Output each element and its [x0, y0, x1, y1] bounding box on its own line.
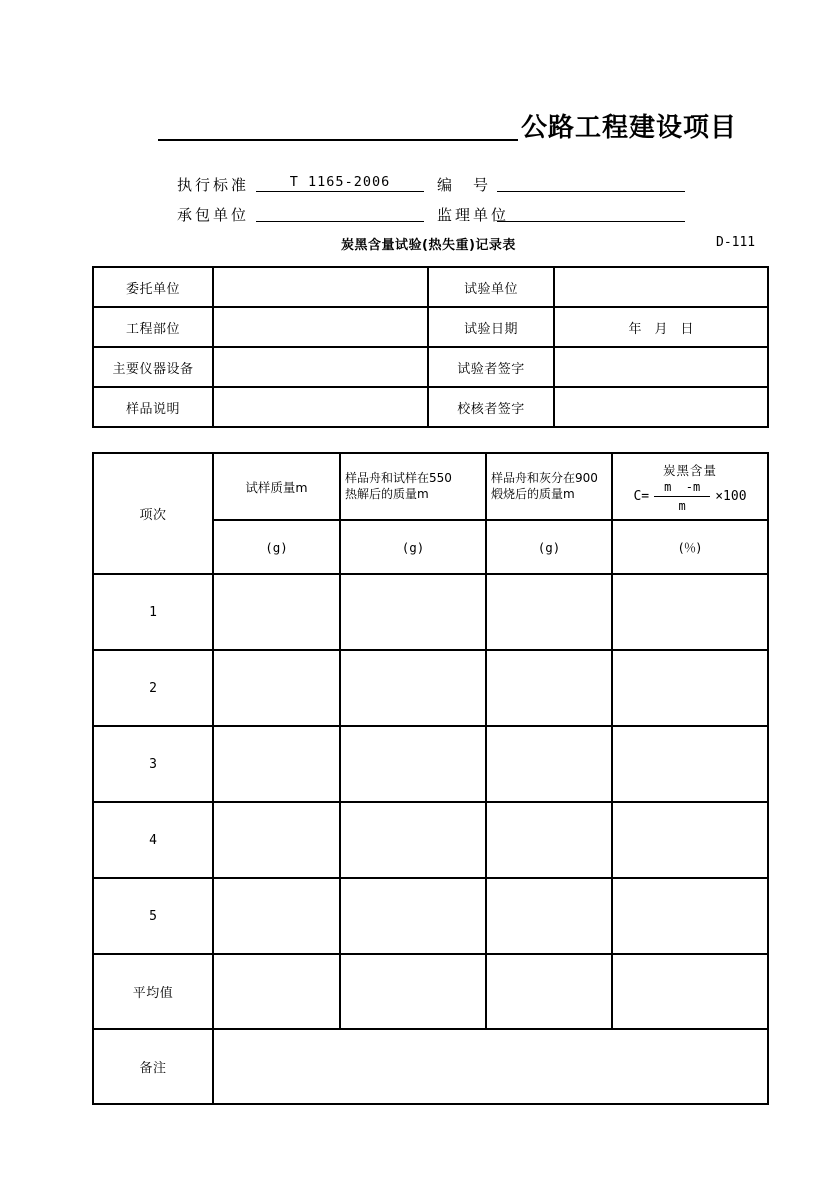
data-cell[interactable] [340, 878, 486, 954]
unit-g: (g) [486, 520, 612, 574]
formula-suffix: ×100 [715, 488, 747, 504]
data-cell[interactable] [612, 650, 768, 726]
carbon-content-formula [613, 480, 767, 513]
test-unit-value[interactable] [554, 267, 768, 307]
test-unit-label: 试验单位 [428, 267, 554, 307]
data-cell[interactable] [213, 650, 340, 726]
formula-fraction [654, 480, 710, 513]
client-unit-label: 委托单位 [93, 267, 213, 307]
data-cell[interactable] [486, 802, 612, 878]
data-cell[interactable] [340, 574, 486, 650]
info-row [93, 307, 768, 347]
table-row [93, 954, 768, 1029]
info-row [93, 347, 768, 387]
data-cell[interactable] [340, 650, 486, 726]
standard-value-field[interactable] [256, 170, 424, 192]
contractor-label: 承包单位 [177, 206, 250, 224]
formula-prefix: C= [633, 488, 650, 504]
checker-signature-value[interactable] [554, 387, 768, 427]
data-cell[interactable] [612, 878, 768, 954]
unit-percent: (％) [612, 520, 768, 574]
data-cell[interactable] [486, 726, 612, 802]
tester-signature-value[interactable] [554, 347, 768, 387]
column-header-carbon-content [612, 453, 768, 520]
row-label: 4 [93, 802, 213, 878]
data-cell[interactable] [486, 954, 612, 1029]
row-label: 1 [93, 574, 213, 650]
unit-g: (g) [213, 520, 340, 574]
standard-value: T 1165-2006 [289, 174, 391, 190]
checker-signature-label: 校核者签字 [428, 387, 554, 427]
data-cell[interactable] [486, 574, 612, 650]
row-label: 2 [93, 650, 213, 726]
form-subtitle: 炭黑含量试验(热失重)记录表 [341, 238, 516, 253]
page-title: 公路工程建设项目 [521, 113, 738, 143]
unit-g: (g) [340, 520, 486, 574]
data-cell[interactable] [213, 726, 340, 802]
info-row [93, 387, 768, 427]
data-cell[interactable] [486, 878, 612, 954]
data-cell[interactable] [612, 574, 768, 650]
test-date-value[interactable]: 年 月 日 [554, 307, 768, 347]
table-row [93, 650, 768, 726]
data-cell[interactable] [340, 954, 486, 1029]
data-cell[interactable] [612, 726, 768, 802]
project-part-label: 工程部位 [93, 307, 213, 347]
sample-description-label: 样品说明 [93, 387, 213, 427]
column-header-mass-900: 样品舟和灰分在900 煅烧后的质量m [486, 453, 612, 520]
data-cell[interactable] [612, 954, 768, 1029]
data-cell[interactable] [340, 802, 486, 878]
table-row [93, 802, 768, 878]
number-label: 编 号 [437, 176, 492, 194]
data-cell[interactable] [486, 650, 612, 726]
info-row [93, 267, 768, 307]
row-label: 3 [93, 726, 213, 802]
table-row [93, 574, 768, 650]
project-name-blank[interactable] [158, 119, 518, 141]
test-date-label: 试验日期 [428, 307, 554, 347]
data-table [92, 452, 769, 1105]
table-row [93, 726, 768, 802]
column-header-item: 项次 [93, 453, 213, 574]
remark-label: 备注 [93, 1029, 213, 1104]
data-cell[interactable] [612, 802, 768, 878]
client-unit-value[interactable] [213, 267, 428, 307]
formula-numerator: m -m [654, 480, 710, 497]
standard-label: 执行标准 [177, 176, 250, 194]
main-equipment-label: 主要仪器设备 [93, 347, 213, 387]
data-cell[interactable] [213, 954, 340, 1029]
table-row [93, 1029, 768, 1104]
supervisor-value-field[interactable] [497, 200, 685, 222]
sample-description-value[interactable] [213, 387, 428, 427]
supervisor-label: 监理单位 [437, 206, 510, 224]
data-cell[interactable] [213, 878, 340, 954]
row-label: 5 [93, 878, 213, 954]
row-label-average: 平均值 [93, 954, 213, 1029]
tester-signature-label: 试验者签字 [428, 347, 554, 387]
data-cell[interactable] [213, 574, 340, 650]
column-header-sample-mass: 试样质量m [213, 453, 340, 520]
table-row [93, 878, 768, 954]
data-cell[interactable] [213, 802, 340, 878]
main-equipment-value[interactable] [213, 347, 428, 387]
form-code: D-111 [716, 235, 756, 250]
info-table [92, 266, 769, 428]
contractor-value-field[interactable] [256, 200, 424, 222]
number-value-field[interactable] [497, 170, 685, 192]
column-header-mass-550: 样品舟和试样在550 热解后的质量m [340, 453, 486, 520]
project-part-value[interactable] [213, 307, 428, 347]
remark-cell[interactable] [213, 1029, 768, 1104]
formula-title: 炭黑含量 [662, 462, 717, 478]
formula-denominator: m [678, 498, 686, 513]
data-cell[interactable] [340, 726, 486, 802]
